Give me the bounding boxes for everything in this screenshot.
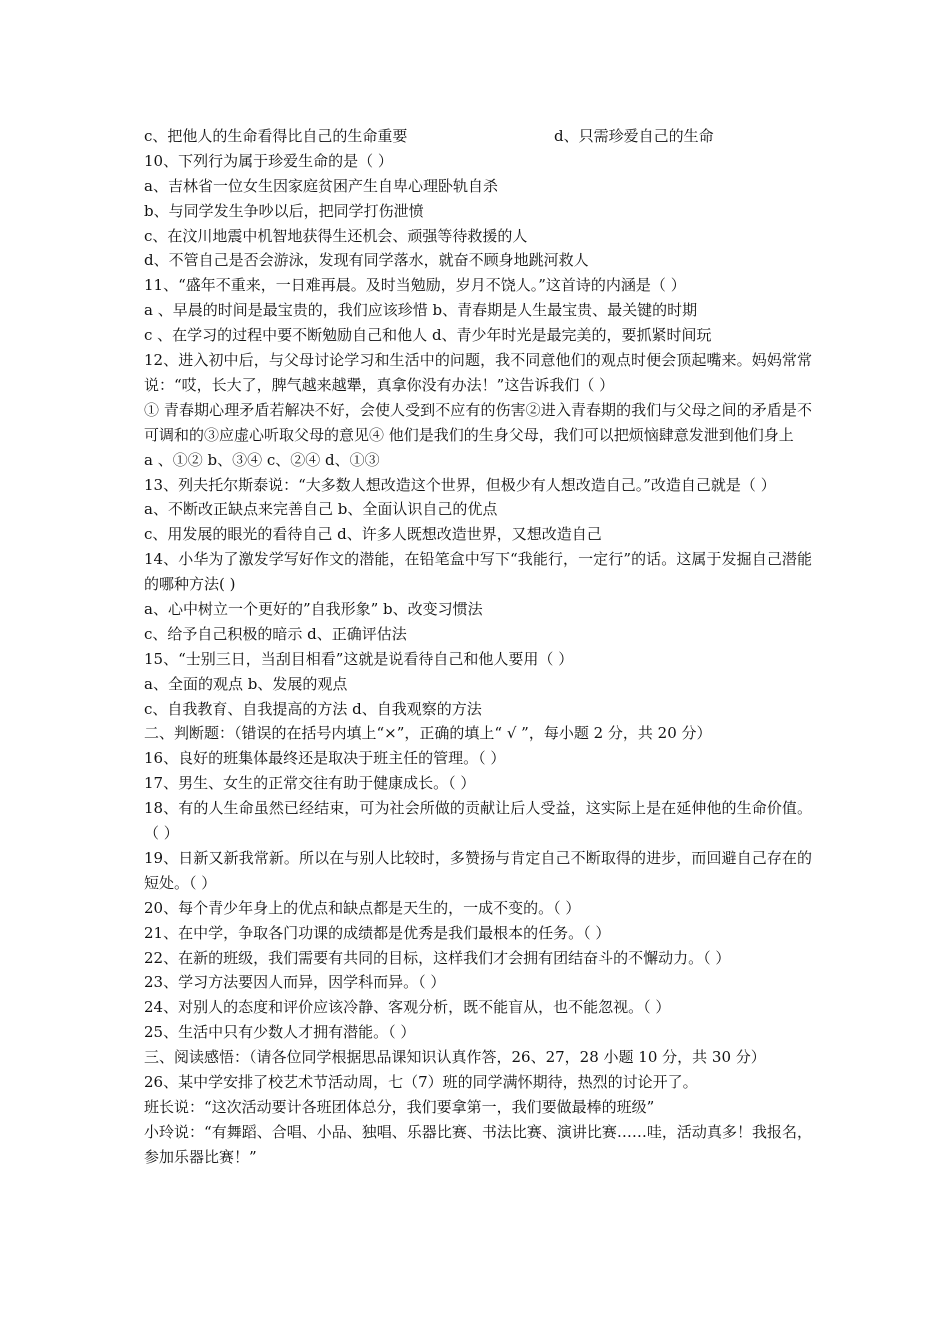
text-line: a、不断改正缺点来完善自己 b、全面认识自己的优点: [144, 500, 498, 519]
text-line: 二、判断题：（错误的在括号内填上“×”，正确的填上“ √ ”，每小题 2 分，共 20 分）: [144, 724, 712, 743]
text-line: 23、学习方法要因人而异，因学科而异。（ ）: [144, 973, 446, 992]
text-line: 11、“盛年不重来，一日难再晨。及时当勉励，岁月不饶人。”这首诗的内涵是（ ）: [144, 276, 686, 295]
text-line: 17、男生、女生的正常交往有助于健康成长。（ ）: [144, 774, 476, 793]
text-line: a 、早晨的时间是最宝贵的，我们应该珍惜 b、青春期是人生最宝贵、最关键的时期: [144, 301, 698, 320]
text-line: 10、下列行为属于珍爱生命的是（ ）: [144, 151, 393, 170]
text-line: b、与同学发生争吵以后，把同学打伤泄愤: [144, 201, 424, 220]
text-line: c、在汶川地震中机智地获得生还机会、顽强等待救援的人: [144, 226, 528, 245]
text-line: c、用发展的眼光的看待自己 d、许多人既想改造世界，又想改造自己: [144, 525, 602, 544]
text-line: a 、①② b、③④ c、②④ d、①③: [144, 450, 380, 469]
text-line: a、吉林省一位女生因家庭贫困产生自卑心理卧轨自杀: [144, 176, 498, 195]
text-line: 13、列夫托尔斯泰说：“大多数人想改造这个世界，但极少有人想改造自己。”改造自己就是（ ）: [144, 475, 776, 494]
text-line: 15、“士别三日，当刮目相看”这就是说看待自己和他人要用（ ）: [144, 649, 574, 668]
option-d: d、只需珍爱自己的生命: [554, 127, 714, 145]
text-line: 24、对别人的态度和评价应该冷静、客观分析，既不能盲从，也不能忽视。（ ）: [144, 998, 671, 1017]
option-row: [144, 124, 812, 149]
text-line: 小玲说：“有舞蹈、合唱、小品、独唱、乐器比赛、书法比赛、演讲比赛……哇，活动真多！我报名，参加乐器比赛！”: [144, 1122, 812, 1166]
text-line: 三、阅读感悟：（请各位同学根据思品课知识认真作答，26、27，28 小题 10 分，共 30 分）: [144, 1048, 766, 1067]
text-line: 26、某中学安排了校艺术节活动周，七（7）班的同学满怀期待，热烈的讨论开了。: [144, 1073, 698, 1092]
text-line: 班长说：“这次活动要计各班团体总分，我们要拿第一，我们要做最棒的班级”: [144, 1097, 655, 1116]
exam-text: [144, 124, 812, 1170]
text-line: 18、有的人生命虽然已经结束，可为社会所做的贡献让后人受益，这实际上是在延伸他的生命价值。（ ）: [144, 799, 812, 843]
text-line: d、不管自己是否会游泳，发现有同学落水，就奋不顾身地跳河救人: [144, 251, 589, 270]
option-c: c、把他人的生命看得比自己的生命重要: [144, 127, 408, 145]
text-line: c、给予自己积极的暗示 d、正确评估法: [144, 624, 407, 643]
text-line: c 、在学习的过程中要不断勉励自己和他人 d、青少年时光是最完美的，要抓紧时间玩: [144, 326, 712, 345]
text-line: 22、在新的班级，我们需要有共同的目标，这样我们才会拥有团结奋斗的不懈动力。（ ）: [144, 948, 731, 967]
text-line: a、全面的观点 b、发展的观点: [144, 674, 348, 693]
text-line: a、心中树立一个更好的”自我形象” b、改变习惯法: [144, 600, 483, 619]
text-line: 21、在中学，争取各门功课的成绩都是优秀是我们最根本的任务。（ ）: [144, 923, 611, 942]
text-line: 25、生活中只有少数人才拥有潜能。（ ）: [144, 1023, 416, 1042]
text-line: 19、日新又新我常新。所以在与别人比较时，多赞扬与肯定自己不断取得的进步，而回避自己存在的短处。（ ）: [144, 848, 812, 892]
text-line: 14、小华为了激发学写好作文的潜能，在铅笔盒中写下“我能行，一定行”的话。这属于发掘自己潜能的哪种方法( ): [144, 550, 812, 594]
text-line: 16、良好的班集体最终还是取决于班主任的管理。（ ）: [144, 749, 506, 768]
text-line: ① 青春期心理矛盾若解决不好，会使人受到不应有的伤害②进入青春期的我们与父母之间的矛盾是不可调和的③应虚心听取父母的意见④ 他们是我们的生身父母，我们可以把烦恼肆意发泄到他们身上: [144, 400, 812, 444]
text-line: 12、进入初中后，与父母讨论学习和生活中的问题，我不同意他们的观点时便会顶起嘴来。妈妈常常说：“哎，长大了，脾气越来越犟，真拿你没有办法！”这告诉我们（ ）: [144, 351, 812, 394]
text-line: c、自我教育、自我提高的方法 d、自我观察的方法: [144, 699, 482, 718]
text-line: 20、每个青少年身上的优点和缺点都是天生的，一成不变的。（ ）: [144, 898, 581, 917]
